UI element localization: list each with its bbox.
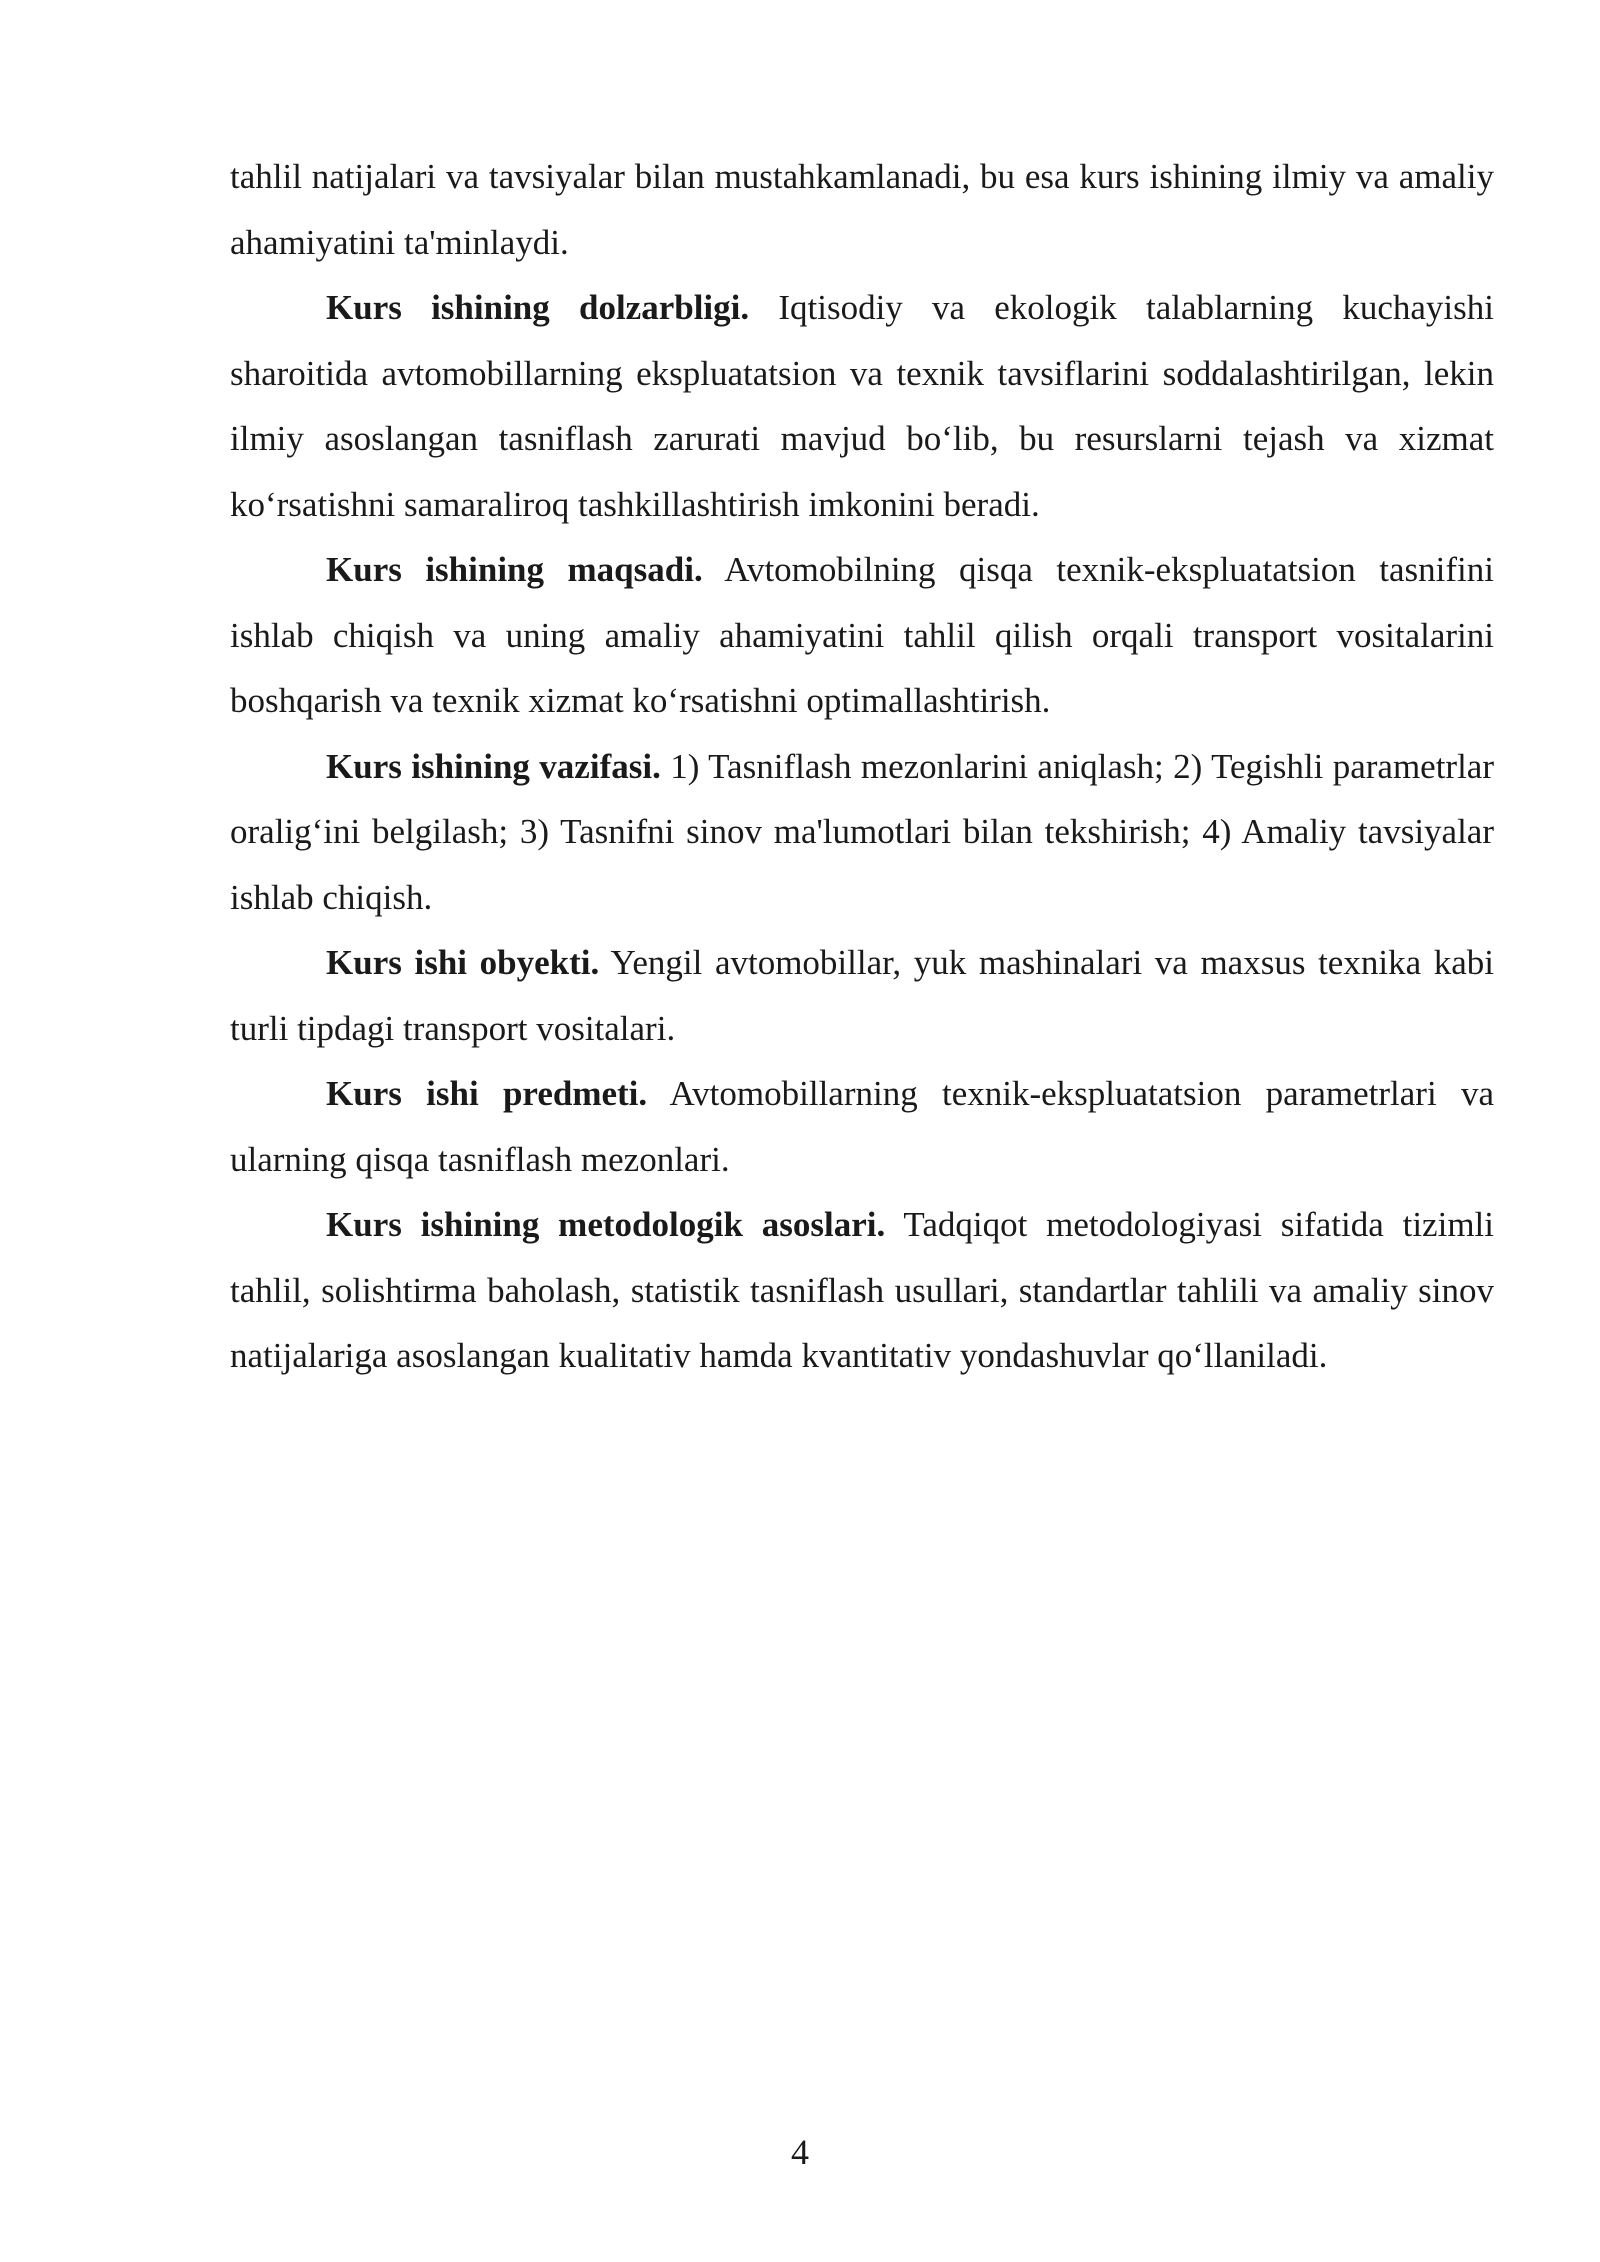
paragraph-relevance xyxy=(230,275,1494,537)
paragraph-text: 1) Tasniflash mezonlarini aniqlash; 2) Tegishli parametrlar oralig‘ini belgilash; 3) Tasnifni sinov ma'lumotlari bilan tekshirish; 4) Amaliy tavsiyalar ishlab chiqish. xyxy=(230,746,1494,917)
paragraph-heading: Kurs ishining dolzarbligi. xyxy=(326,288,750,327)
paragraph-subject xyxy=(230,1061,1494,1192)
page-number: 4 xyxy=(791,2132,809,2172)
paragraph-goal xyxy=(230,537,1494,734)
paragraph-text: Tadqiqot metodologiyasi sifatida tizimli tahlil, solishtirma baholash, statistik tasniflash usullari, standartlar tahlili va amaliy sinov natijalariga asoslangan kualitativ hamda kvantitativ yondashuvlar qo‘llaniladi. xyxy=(230,1205,1494,1375)
paragraph-text: tahlil natijalari va tavsiyalar bilan mustahkamlanadi, bu esa kurs ishining ilmiy va amaliy ahamiyatini ta'minlaydi. xyxy=(230,157,1494,262)
paragraph-text: Avtomobillarning texnik-ekspluatatsion parametrlari va ularning qisqa tasniflash mezonlari. xyxy=(230,1074,1494,1179)
paragraph-text: Yengil avtomobillar, yuk mashinalari va maxsus texnika kabi turli tipdagi transport vositalari. xyxy=(230,943,1494,1048)
paragraph-heading: Kurs ishining maqsadi. xyxy=(326,550,703,589)
paragraph-methodology xyxy=(230,1192,1494,1389)
paragraph-heading: Kurs ishining metodologik asoslari. xyxy=(326,1205,886,1244)
paragraph-text: Avtomobilning qisqa texnik-ekspluatatsion tasnifini ishlab chiqish va uning amaliy ahamiyatini tahlil qilish orqali transport vositalarini boshqarish va texnik xizmat ko‘rsatishni optimallashtirish. xyxy=(230,550,1494,720)
paragraph-continuation xyxy=(230,144,1494,275)
paragraph-object xyxy=(230,930,1494,1061)
paragraph-heading: Kurs ishi obyekti. xyxy=(326,943,600,982)
paragraph-heading: Kurs ishi predmeti. xyxy=(326,1074,648,1113)
document-body xyxy=(230,144,1494,1389)
paragraph-heading: Kurs ishining vazifasi. xyxy=(326,746,661,786)
paragraph-tasks xyxy=(230,734,1494,931)
paragraph-text: Iqtisodiy va ekologik talablarning kuchayishi sharoitida avtomobillarning ekspluatatsion va texnik tavsiflarini soddalashtirilgan, lekin ilmiy asoslangan tasniflash zarurati mavjud bo‘lib, bu resurslarni tejash va xizmat ko‘rsatishni samaraliroq tashkillashtirish imkonini beradi. xyxy=(230,288,1494,524)
